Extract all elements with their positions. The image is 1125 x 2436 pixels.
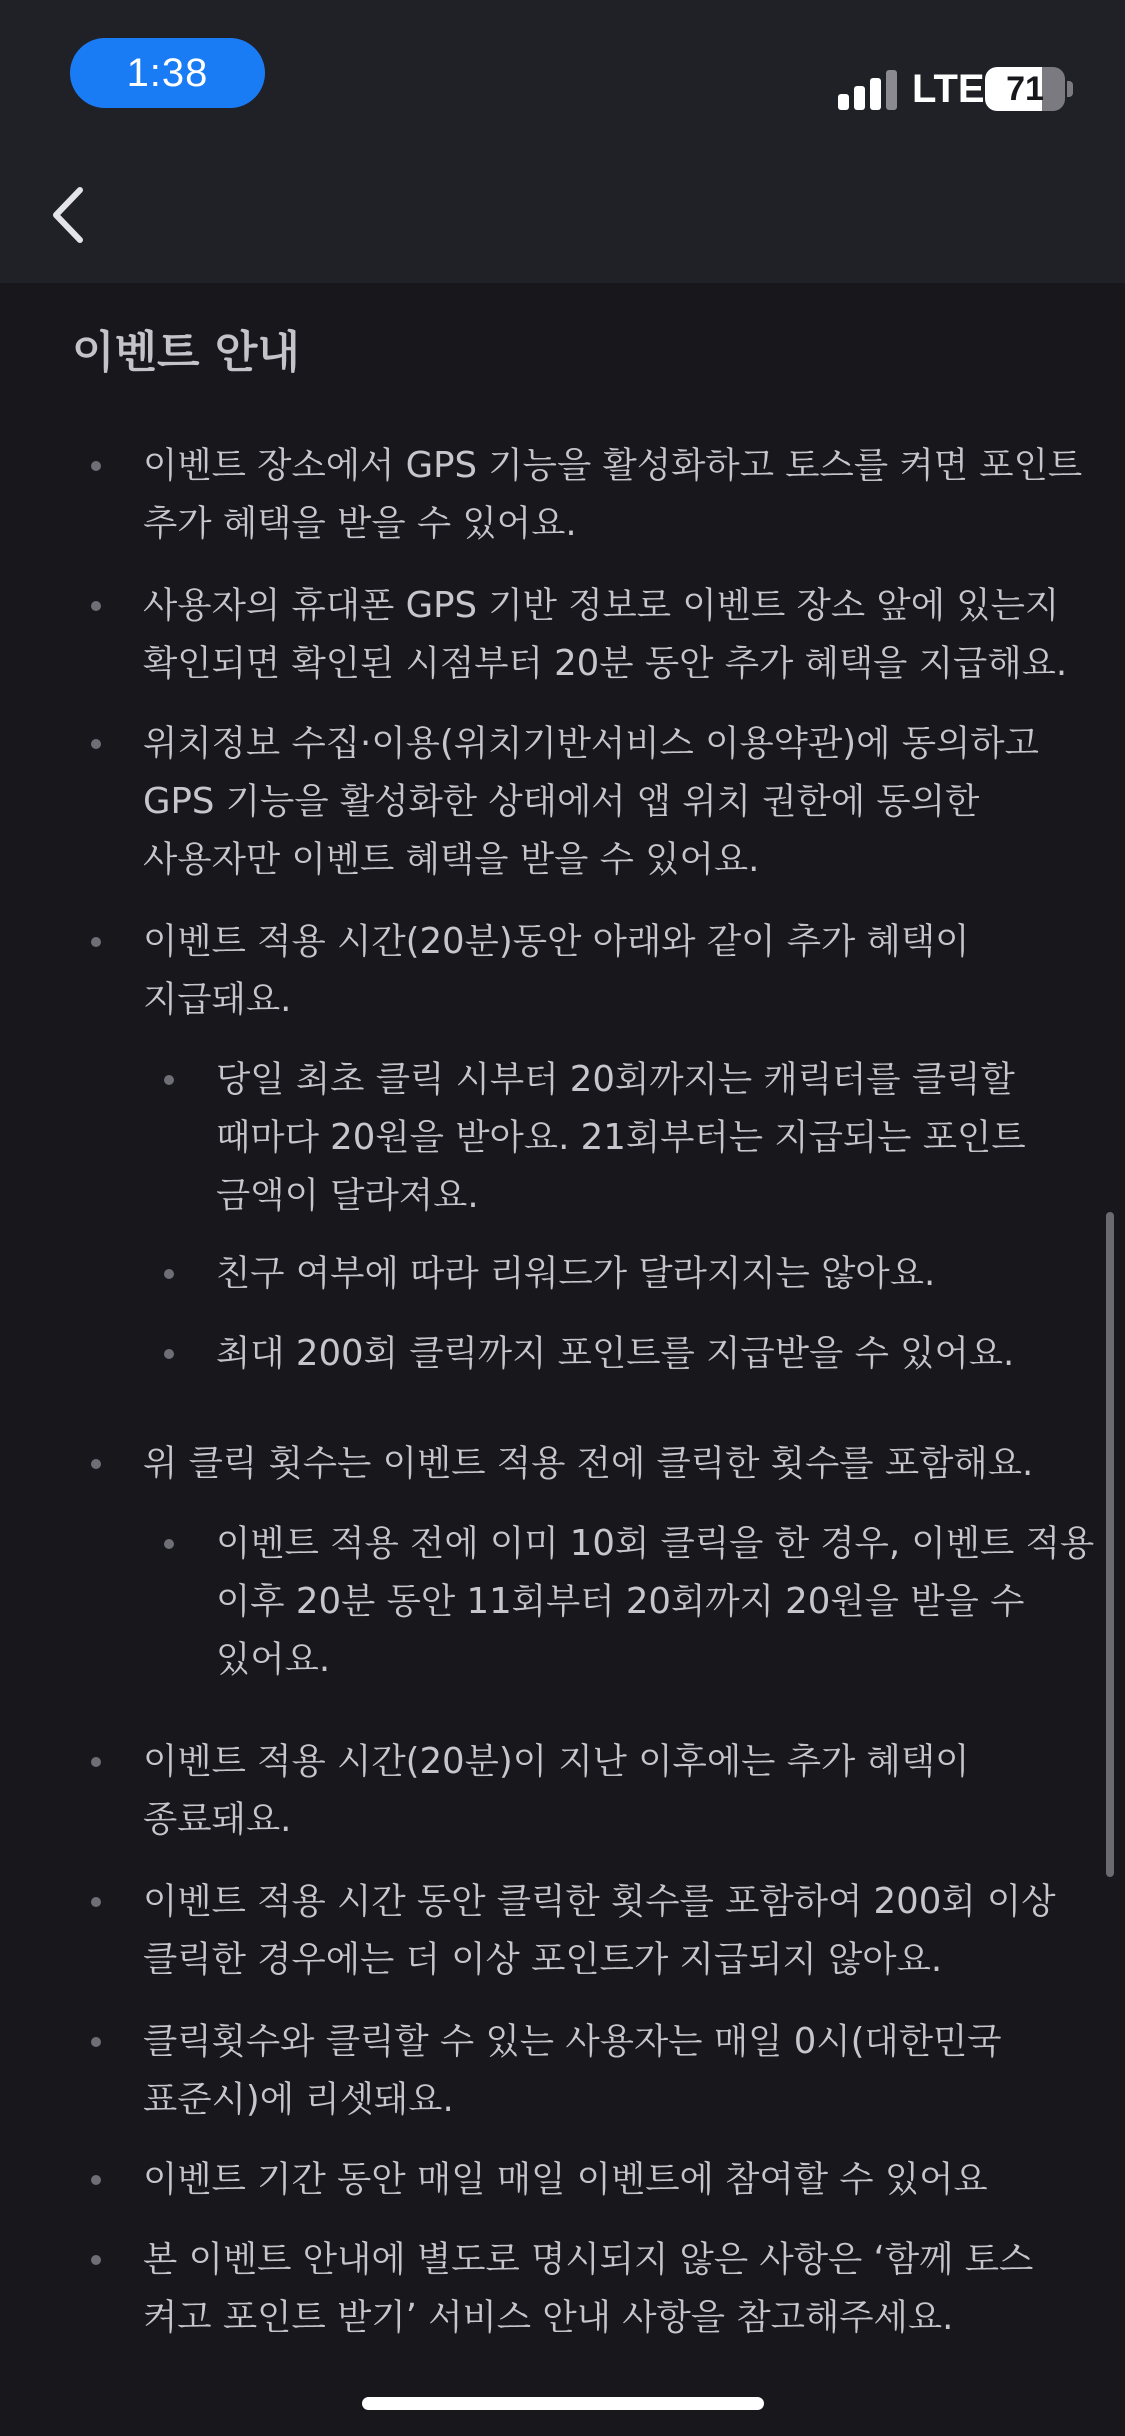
bullet-dot-icon — [91, 937, 101, 947]
list-item — [143, 715, 1039, 889]
list-item-text — [143, 913, 969, 1029]
list-item-text — [143, 1435, 1033, 1493]
bullet-dot-icon — [91, 1459, 101, 1469]
list-item-line: 클릭횟수와 클릭할 수 있는 사용자는 매일 0시(대한민국 — [143, 2021, 1002, 2062]
list-item-text — [216, 1051, 1026, 1225]
list-item-line: 표준시)에 리셋돼요. — [143, 2079, 454, 2120]
list-item-line: 이벤트 적용 시간(20분)동안 아래와 같이 추가 혜택이 — [143, 921, 970, 962]
bullet-dot-icon — [91, 2255, 101, 2265]
list-item-line: 때마다 20원을 받아요. 21회부터는 지급되는 포인트 — [216, 1117, 1026, 1158]
sub-list-item — [216, 1515, 1094, 1689]
list-item — [143, 1873, 1055, 1989]
list-item-line: 사용자의 휴대폰 GPS 기반 정보로 이벤트 장소 앞에 있는지 — [143, 585, 1060, 626]
bullet-dot-icon — [91, 739, 101, 749]
list-item-line: GPS 기능을 활성화한 상태에서 앱 위치 권한에 동의한 — [143, 781, 980, 822]
list-item-line: 이벤트 적용 시간(20분)이 지난 이후에는 추가 혜택이 — [143, 1741, 970, 1782]
list-item — [143, 577, 1067, 693]
section-title: 이벤트 안내 — [72, 327, 300, 378]
list-item-line: 친구 여부에 따라 리워드가 달라지지는 않아요. — [216, 1253, 936, 1294]
bullet-dot-icon — [91, 1897, 101, 1907]
list-item-line: 클릭한 경우에는 더 이상 포인트가 지급되지 않아요. — [143, 1939, 943, 1980]
list-item-line: 위 클릭 횟수는 이벤트 적용 전에 클릭한 횟수를 포함해요. — [143, 1443, 1034, 1484]
bullet-dot-icon — [164, 1349, 174, 1359]
nav-bar — [0, 150, 1125, 283]
list-item — [143, 2151, 988, 2209]
list-item-text — [143, 437, 1082, 553]
list-item-text — [143, 577, 1067, 693]
list-item-line: 지급돼요. — [143, 979, 292, 1020]
list-item-text — [216, 1515, 1094, 1689]
list-item-line: 본 이벤트 안내에 별도로 명시되지 않은 사항은 ‘함께 토스 — [143, 2239, 1034, 2280]
bullet-dot-icon — [91, 2037, 101, 2047]
back-button[interactable] — [40, 170, 120, 260]
list-item-text — [143, 715, 1039, 889]
list-item — [143, 2013, 1002, 2129]
list-item-line: 켜고 포인트 받기’ 서비스 안내 사항을 참고해주세요. — [143, 2297, 954, 2338]
list-item-line: 금액이 달라져요. — [216, 1175, 479, 1216]
list-item-line: 최대 200회 클릭까지 포인트를 지급받을 수 있어요. — [216, 1333, 1015, 1374]
list-item-line: 이벤트 적용 시간 동안 클릭한 횟수를 포함하여 200회 이상 — [143, 1881, 1056, 1922]
status-bar — [0, 0, 1125, 150]
battery-cap — [1067, 81, 1073, 97]
status-time[interactable]: 1:38 — [70, 38, 265, 108]
list-item-text — [216, 1245, 935, 1303]
list-item-text — [143, 2151, 988, 2209]
bullet-dot-icon — [91, 2175, 101, 2185]
battery-level: 71 — [1006, 70, 1044, 108]
list-item — [143, 437, 1082, 553]
list-item-line: 당일 최초 클릭 시부터 20회까지는 캐릭터를 클릭할 — [216, 1059, 1015, 1100]
bullet-dot-icon — [91, 601, 101, 611]
list-item-line: 이벤트 적용 전에 이미 10회 클릭을 한 경우, 이벤트 적용 — [216, 1523, 1095, 1564]
battery-icon — [985, 67, 1065, 111]
list-item-text — [143, 2231, 1033, 2347]
cellular-signal-icon — [838, 68, 898, 110]
bullet-dot-icon — [164, 1539, 174, 1549]
list-item-line: 이벤트 장소에서 GPS 기능을 활성화하고 토스를 켜면 포인트 — [143, 445, 1083, 486]
list-item-line: 사용자만 이벤트 혜택을 받을 수 있어요. — [143, 839, 760, 880]
bullet-dot-icon — [164, 1075, 174, 1085]
sub-list-item — [216, 1245, 935, 1303]
list-item-line: 위치정보 수집·이용(위치기반서비스 이용약관)에 동의하고 — [143, 723, 1039, 764]
list-item-line: 종료돼요. — [143, 1799, 292, 1840]
list-item — [143, 1435, 1033, 1493]
home-indicator[interactable] — [362, 2397, 764, 2410]
list-item — [143, 2231, 1033, 2347]
list-item-line: 확인되면 확인된 시점부터 20분 동안 추가 혜택을 지급해요. — [143, 643, 1068, 684]
list-item-text — [216, 1325, 1014, 1383]
list-item — [143, 1733, 969, 1849]
bullet-dot-icon — [91, 1757, 101, 1767]
list-item — [143, 913, 969, 1029]
list-item-line: 이후 20분 동안 11회부터 20회까지 20원을 받을 수 — [216, 1581, 1025, 1622]
bullet-dot-icon — [164, 1269, 174, 1279]
list-item-text — [143, 1873, 1055, 1989]
chevron-left-icon — [40, 170, 120, 260]
sub-list-item — [216, 1325, 1014, 1383]
list-item-text — [143, 1733, 969, 1849]
sub-list-item — [216, 1051, 1026, 1225]
list-item-line: 있어요. — [216, 1639, 331, 1680]
network-type: LTE — [912, 67, 985, 111]
list-item-line: 추가 혜택을 받을 수 있어요. — [143, 503, 577, 544]
bullet-dot-icon — [91, 461, 101, 471]
scrollbar[interactable] — [1106, 1212, 1114, 1877]
list-item-line: 이벤트 기간 동안 매일 매일 이벤트에 참여할 수 있어요 — [143, 2159, 988, 2200]
list-item-text — [143, 2013, 1002, 2129]
